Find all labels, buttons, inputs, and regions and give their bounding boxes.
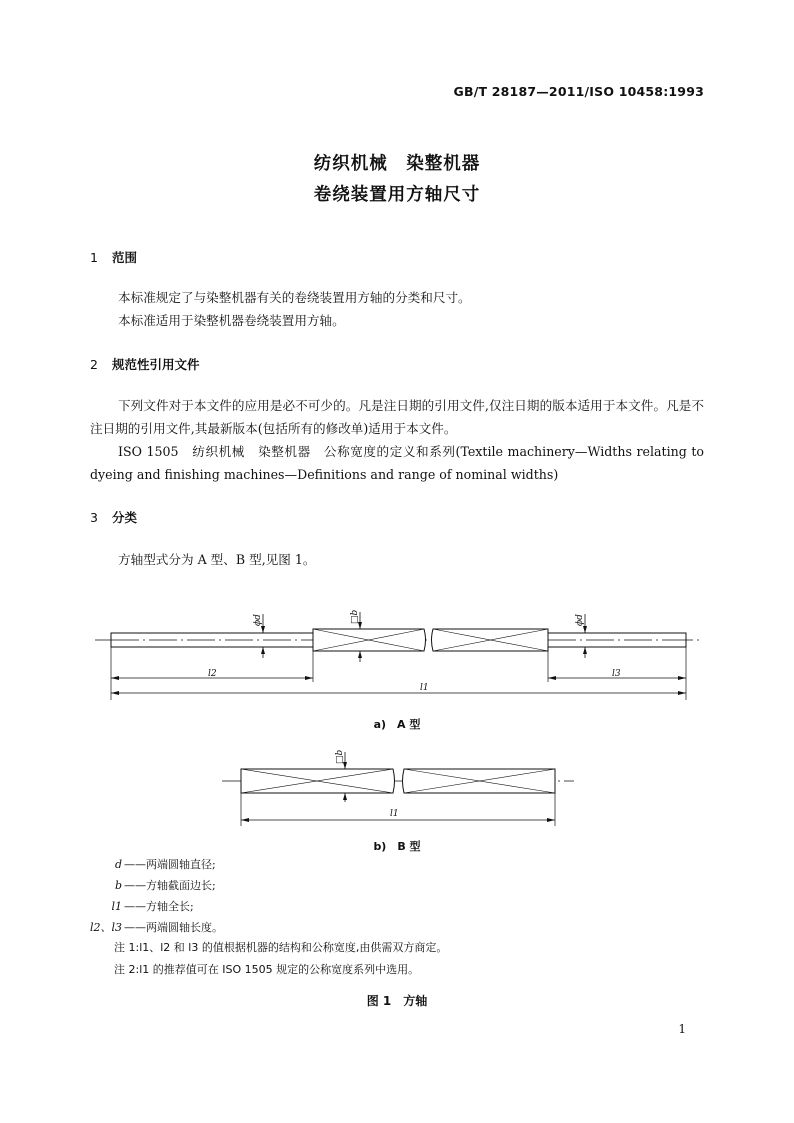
label-square-b: □b	[350, 609, 360, 624]
legend-item: l1 ——方轴全长;	[111, 900, 194, 913]
label-l2: l2	[208, 669, 217, 679]
section-title: 规范性引用文件	[112, 357, 200, 372]
section-2-para-1: 下列文件对于本文件的应用是必不可少的。凡是注日期的引用文件,仅注日期的版本适用于本文件。凡是不注日期的引用文件,其最新版本(包括所有的修改单)适用于本文件。	[90, 398, 704, 436]
label-l3: l3	[612, 669, 621, 679]
figure-b-drawing	[0, 740, 794, 832]
figure-note-1: 注 1:l1、l2 和 l3 的值根据机器的结构和公称宽度,由供需双方商定。	[114, 941, 448, 954]
section-title: 范围	[112, 250, 138, 265]
section-3-para-1: 方轴型式分为 A 型、B 型,见图 1。	[118, 552, 316, 567]
figure-a-drawing	[0, 590, 794, 710]
section-2-reference: ISO 1505 纺织机械 染整机器 公称宽度的定义和系列(Textile machinery—Widths relating to dyeing and finishing machines—Definitions and range of nominal widths)	[90, 444, 704, 482]
label-phi-d-right: ϕd	[575, 614, 585, 626]
figure-title: 图 1 方轴	[366, 994, 428, 1008]
legend-item: d ——两端圆轴直径;	[114, 858, 216, 871]
section-2-heading	[90, 355, 200, 373]
section-3-heading	[90, 508, 137, 526]
standard-code: GB/T 28187—2011/ISO 10458:1993	[453, 84, 704, 99]
section-number: 1	[90, 250, 98, 265]
legend-item: b ——方轴截面边长;	[114, 879, 216, 892]
figure-note-2: 注 2:l1 的推荐值可在 ISO 1505 规定的公称宽度系列中选用。	[114, 963, 420, 976]
section-1-para-1: 本标准规定了与染整机器有关的卷绕装置用方轴的分类和尺寸。	[118, 290, 471, 305]
label-phi-d-left: ϕd	[253, 614, 263, 626]
title-line-1: 纺织机械 染整机器	[313, 154, 481, 174]
section-number: 3	[90, 510, 98, 525]
section-1-para-2: 本标准适用于染整机器卷绕装置用方轴。	[118, 313, 345, 328]
label-l1: l1	[390, 809, 399, 819]
figure-b-caption: b) B 型	[373, 840, 421, 853]
figure-a-caption: a) A 型	[373, 718, 421, 731]
legend-item: l2、l3 ——两端圆轴长度。	[90, 921, 223, 934]
section-title: 分类	[112, 510, 138, 525]
section-number: 2	[90, 357, 98, 372]
label-l1: l1	[420, 683, 429, 693]
section-1-heading	[90, 248, 137, 266]
page-number: 1	[678, 1022, 686, 1036]
figure-legend	[90, 854, 223, 938]
label-square-b: □b	[335, 749, 345, 764]
title-line-2: 卷绕装置用方轴尺寸	[313, 185, 481, 205]
